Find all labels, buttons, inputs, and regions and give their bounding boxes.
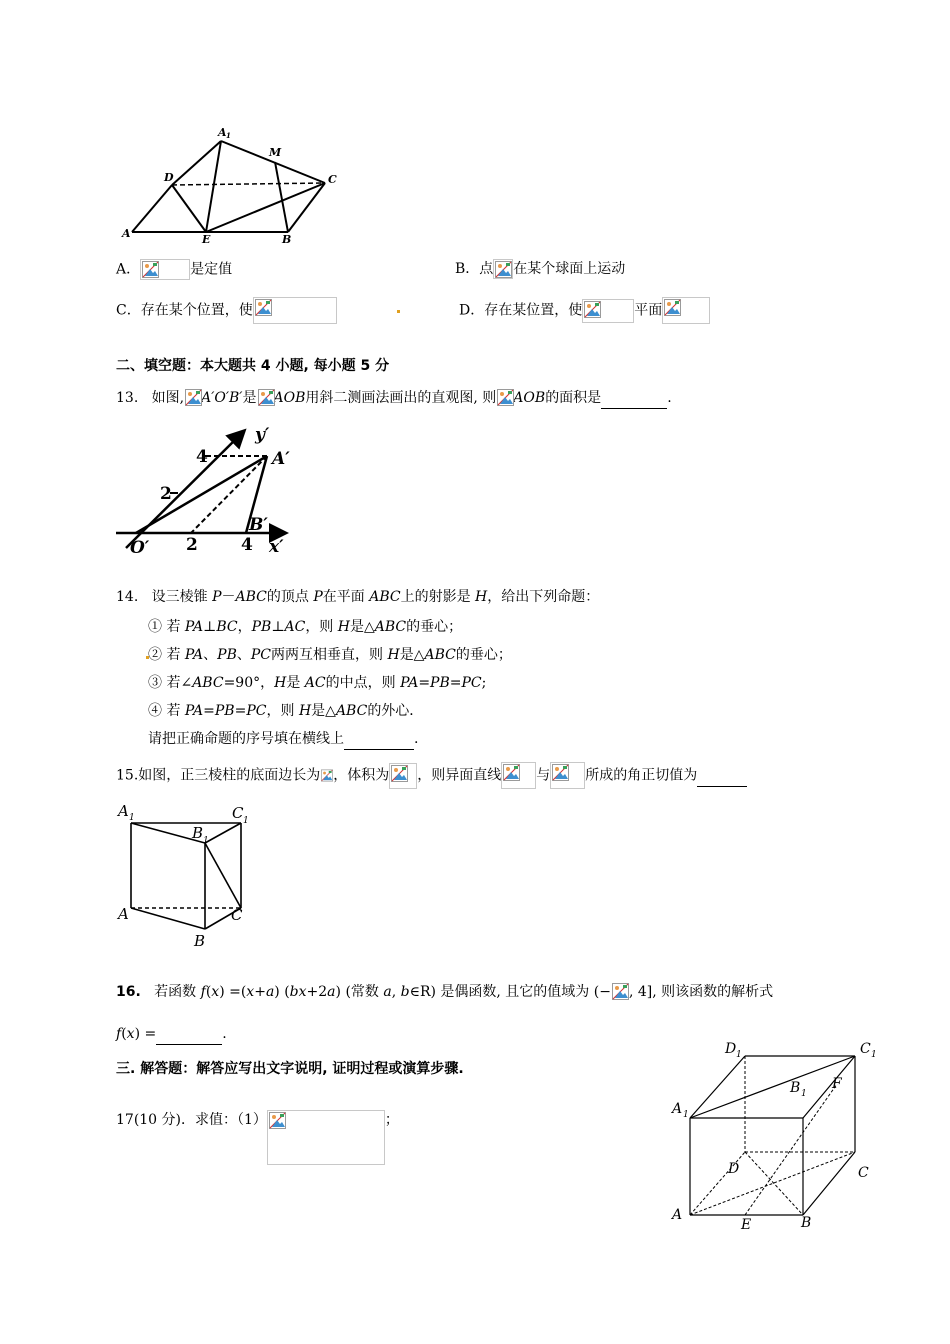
formula-image-placeholder (611, 982, 629, 1002)
formula-image-placeholder (582, 299, 634, 323)
broken-image-icon (497, 389, 514, 406)
broken-image-icon (391, 765, 408, 782)
triangle-symbol-image (257, 388, 274, 408)
q14-stem: 14. 设三棱锥 P－ABC的顶点 P在平面 ABC上的射影是 H，给出下列命题： (116, 589, 600, 605)
formula-image-placeholder (550, 762, 585, 789)
fig13-tick-2x: 2 (186, 535, 198, 555)
q16-text: 16. 若函数 f(x) =(x+a) (bx+2a) (常数 a, b∈R) 是偶函数, 且它的值域为 (− , 4], 则该函数的解析式 (116, 984, 774, 1000)
formula-image-placeholder (320, 766, 333, 786)
broken-image-icon (664, 299, 681, 316)
fig12-label-a: A (122, 227, 131, 240)
broken-image-icon (185, 389, 202, 406)
fig12-label-d: D (164, 171, 174, 184)
answer-blank (344, 729, 414, 750)
fig17-label-d: D (728, 1161, 740, 1177)
fig15-label-a1-sub: 1 (129, 813, 135, 823)
fig15-label-b1-sub: 1 (203, 836, 209, 846)
fig17-label-d1: D (725, 1041, 737, 1057)
section-3-title: 三. 解答题：解答应写出文字说明, 证明过程或演算步骤. (116, 1061, 464, 1077)
formula-image-placeholder (267, 1110, 385, 1165)
fig17-label-b1-sub: 1 (801, 1089, 807, 1099)
answer-blank (601, 388, 667, 409)
fig17-label-e: E (741, 1217, 752, 1232)
broken-image-icon (258, 389, 275, 406)
fig13-label-y: y′ (255, 425, 270, 445)
fig12-label-e: E (202, 233, 211, 246)
fig12-diagram (118, 124, 348, 246)
broken-image-icon (142, 261, 159, 278)
q16-answer-line: f(x) = . (116, 1024, 227, 1045)
q13-text: 13. 如图, A′O′B′是 AOB用斜二测画法画出的直观图, 则 AOB的面积是 . (116, 388, 672, 409)
formula-image-placeholder (140, 259, 190, 280)
fig17-label-c1-sub: 1 (871, 1050, 877, 1060)
fig13-tick-4y: 4 (196, 447, 208, 467)
fig15-label-b: B (194, 932, 206, 950)
fig13-label-a: A′ (272, 449, 290, 469)
q12-option-d: D．存在某位置，使 平面 (459, 297, 710, 324)
formula-image-placeholder (253, 297, 337, 324)
section-2-title: 二、填空题：本大题共 4 小题, 每小题 5 分 (116, 358, 390, 374)
q14-fill-instruction: 请把正确命题的序号填在横线上 . (148, 729, 418, 750)
broken-image-icon (269, 1112, 286, 1129)
fig17-label-b1: B (790, 1080, 801, 1096)
fig17-label-a1-sub: 1 (683, 1110, 689, 1120)
q15-text: 15.如图，正三棱柱的底面边长为 ，体积为 ，则异面直线 与 所成的角正切值为 (116, 762, 747, 789)
fig15-label-b1: B (192, 824, 204, 842)
fig12-label-b: B (282, 233, 292, 246)
q12-option-a: A． 是定值 (116, 259, 232, 280)
fig17-label-b: B (801, 1215, 812, 1231)
broken-image-icon (503, 764, 520, 781)
fig17-label-a: A (672, 1207, 683, 1223)
triangle-symbol-image (496, 388, 513, 408)
fig13-label-x: x′ (269, 537, 284, 557)
broken-image-icon (495, 261, 512, 278)
triangle-symbol-image (184, 388, 201, 408)
formula-image-placeholder (389, 763, 417, 789)
q12-option-b: B．点 在某个球面上运动 (455, 261, 626, 277)
fig15-label-c1-sub: 1 (243, 816, 249, 826)
q12-option-c: C．存在某个位置，使 (116, 297, 337, 324)
fig13-label-b: B′ (249, 515, 268, 535)
fig12-label-c: C (328, 173, 337, 186)
fig15-diagram (114, 796, 264, 952)
fig12-label-m: M (269, 146, 282, 159)
answer-blank (697, 766, 747, 787)
fig13-diagram (112, 420, 302, 560)
q14-statement-3: ③ 若∠ABC=90°，H是 AC的中点，则 PA=PB=PC; (148, 675, 487, 691)
fig15-label-a1: A (118, 802, 129, 820)
fig13-tick-4x: 4 (241, 535, 253, 555)
fig17-label-a1: A (672, 1101, 683, 1117)
fig17-label-d1-sub: 1 (736, 1050, 742, 1060)
answer-blank (156, 1024, 222, 1045)
q14-statement-2: ② 若 PA、PB、PC两两互相垂直，则 H是△ABC的垂心； (148, 647, 512, 663)
fig15-label-a: A (118, 905, 129, 923)
fig13-label-o: O′ (130, 538, 150, 558)
broken-image-icon (552, 764, 569, 781)
fig17-label-c: C (858, 1165, 869, 1181)
broken-image-icon (584, 301, 601, 318)
fig17-diagram (666, 1036, 882, 1232)
q14-statement-1: ① 若 PA⊥BC，PB⊥AC，则 H是△ABC的垂心； (148, 619, 463, 635)
fig12-label-a1: A (218, 126, 227, 139)
formula-image-placeholder (501, 762, 536, 789)
q17-text: 17(10 分)．求值：（1） ； (116, 1110, 399, 1165)
stray-mark (397, 310, 400, 313)
fig17-label-f: F (832, 1076, 842, 1092)
fig15-label-c: C (231, 906, 243, 924)
broken-image-icon (612, 983, 629, 1000)
formula-image-placeholder (493, 259, 513, 279)
formula-image-placeholder (662, 297, 710, 324)
fig12-label-a1-sub: 1 (226, 131, 231, 140)
fig15-label-c1: C (232, 804, 244, 822)
fig17-label-c1: C (860, 1041, 871, 1057)
fig13-tick-2y: 2 (160, 484, 172, 504)
q14-statement-4: ④ 若 PA=PB=PC，则 H是△ABC的外心． (148, 703, 424, 719)
broken-image-icon (255, 299, 272, 316)
broken-image-icon (321, 767, 333, 784)
